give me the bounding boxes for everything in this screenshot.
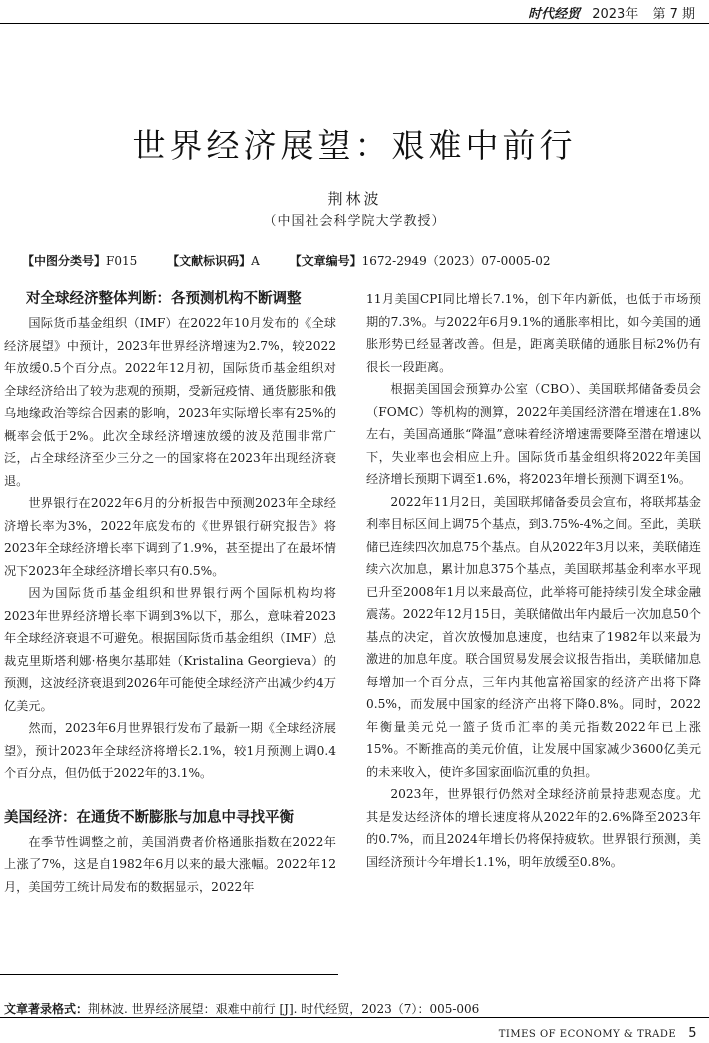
article-title: 世界经济展望：艰难中前行 xyxy=(132,126,577,165)
journal-english-name: TIMES OF ECONOMY & TRADE xyxy=(498,1029,677,1040)
journal-logo: 时代经贸 xyxy=(528,7,581,22)
paragraph: 根据美国国会预算办公室（CBO）、美国联邦储备委员会（FOMC）等机构的测算，2022年美国经济潜在增速在1.8%左右，美国高通胀“降温”意味着经济增速需要降至潜在增速以下，失业率也会相应上升。国际货币基金组织将2022年美国经济增长预期下调至1.6%，将2023年增长预测下调至1%。 xyxy=(366,382,701,486)
page-number: 5 xyxy=(688,1026,697,1041)
footer-rule xyxy=(0,1017,709,1018)
paragraph: 2022年11月2日，美国联邦储备委员会宣布，将联邦基金利率目标区间上调75个基点，到3.75%-4%之间。至此，美联储已连续四次加息75个基点。自从2022年3月以来，美联储连续六次加息，累计加息375个基点，美国联邦基金利率水平现已升至2008年1月以来最高位，此举将可能持续引发全球金融震荡。2022年12月15日，美联储做出年内最后一次加息50个基点的决定，首次放慢加息速度，也结束了1982年以来最为激进的加息年度。联合国贸易发展会议报告指出，美联储加息每增加一个百分点，三年内其他富裕国家的经济产出将下降0.5%，而发展中国家的经济产出将下降0.8%。同时，2022年衡量美元兑一篮子货币汇率的美元指数2022年已上涨15%。不断推高的美元价值，让发展中国家减少3600亿美元的未来收入，使许多国家面临沉重的负担。 xyxy=(366,494,701,779)
doc-code-label: 【文献标识码】 xyxy=(167,254,252,268)
clc-value: F015 xyxy=(106,254,138,268)
paragraph: 在季节性调整之前，美国消费者价格通胀指数在2022年上涨了7%，这是自1982年6月以来的最大涨幅。2022年12月，美国劳工统计局发布的数据显示，2022年 xyxy=(4,834,336,894)
citation-format xyxy=(4,1000,479,1017)
paragraph: 11月美国CPI同比增长7.1%，创下年内新低，也低于市场预期的7.3%。与2022年6月9.1%的通胀率相比，如今美国的通胀形势已经显著改善。但是，距离美联储的通胀目标2%仍有很长一段距离。 xyxy=(366,292,701,374)
header-info xyxy=(528,3,695,22)
paragraph: 2023年，世界银行仍然对全球经济前景持悲观态度。尤其是发达经济体的增长速度将从2022年的2.6%降至2023年的0.7%，而且2024年增长仍将保持疲软。世界银行预测，美国经济预计今年增长1.1%，明年放缓至0.8%。 xyxy=(366,787,701,869)
citation-text: 荆林波. 世界经济展望：艰难中前行 [J]. 时代经贸，2023（7）：005-006 xyxy=(88,1002,480,1016)
clc-label: 【中图分类号】 xyxy=(22,254,107,268)
author-affiliation: （中国社会科学院大学教授） xyxy=(263,214,446,229)
column-end-rule xyxy=(0,974,338,975)
header-rule xyxy=(0,23,709,24)
paragraph: 因为国际货币基金组织和世界银行两个国际机构均将2023年世界经济增长率下调到3%以下，那么，意味着2023年全球经济衰退不可避免。根据国际货币基金组织（IMF）总裁克里斯塔利娜·格奥尔基耶娃（Kristalina Georgieva）的预测，这波经济衰退到2026年可能使全球经济产出减少约4万亿美元。 xyxy=(4,586,336,713)
paragraph: 世界银行在2022年6月的分析报告中预测2023年全球经济增长率为3%，2022年底发布的《世界银行研究报告》将2023年全球经济增长率下调到了1.9%，甚至提出了在最坏情况下2023年全球经济增长率只有0.5%。 xyxy=(4,496,336,578)
article-author: 荆林波 xyxy=(327,190,382,208)
section-heading-us: 美国经济：在通货不断膨胀与加息中寻找平衡 xyxy=(4,809,294,826)
left-column xyxy=(4,288,336,898)
citation-label: 文章著录格式： xyxy=(4,1002,89,1016)
article-metadata xyxy=(22,252,687,269)
header-year: 2023年 xyxy=(592,7,639,22)
paragraph: 国际货币基金组织（IMF）在2022年10月发布的《全球经济展望》中预计，2023年世界经济增速为2.7%，较2022年放缓0.5个百分点。2022年12月初，国际货币基金组织对全球经济给出了较为悲观的预期，受新冠疫情、通货膨胀和俄乌地缘政治等综合因素的影响，2023年实际增长率有25%的概率会低于2%。此次全球经济增速放缓的波及范围非常广泛，占全球经济至少三分之一的国家将在2023年出现经济衰退。 xyxy=(4,316,336,488)
running-header xyxy=(0,0,709,28)
article-number-value: 1672-2949（2023）07-0005-02 xyxy=(361,254,551,268)
doc-code-value: A xyxy=(251,254,260,268)
section-heading-global: 对全球经济整体判断：各预测机构不断调整 xyxy=(26,291,302,307)
header-issue: 第 7 期 xyxy=(652,7,695,22)
article-number-label: 【文章编号】 xyxy=(289,254,362,268)
right-column xyxy=(366,288,701,873)
running-footer xyxy=(499,1026,697,1041)
paragraph: 然而，2023年6月世界银行发布了最新一期《全球经济展望》，预计2023年全球经济将增长2.1%，较1月预测上调0.4个百分点，但仍低于2022年的3.1%。 xyxy=(4,721,336,780)
